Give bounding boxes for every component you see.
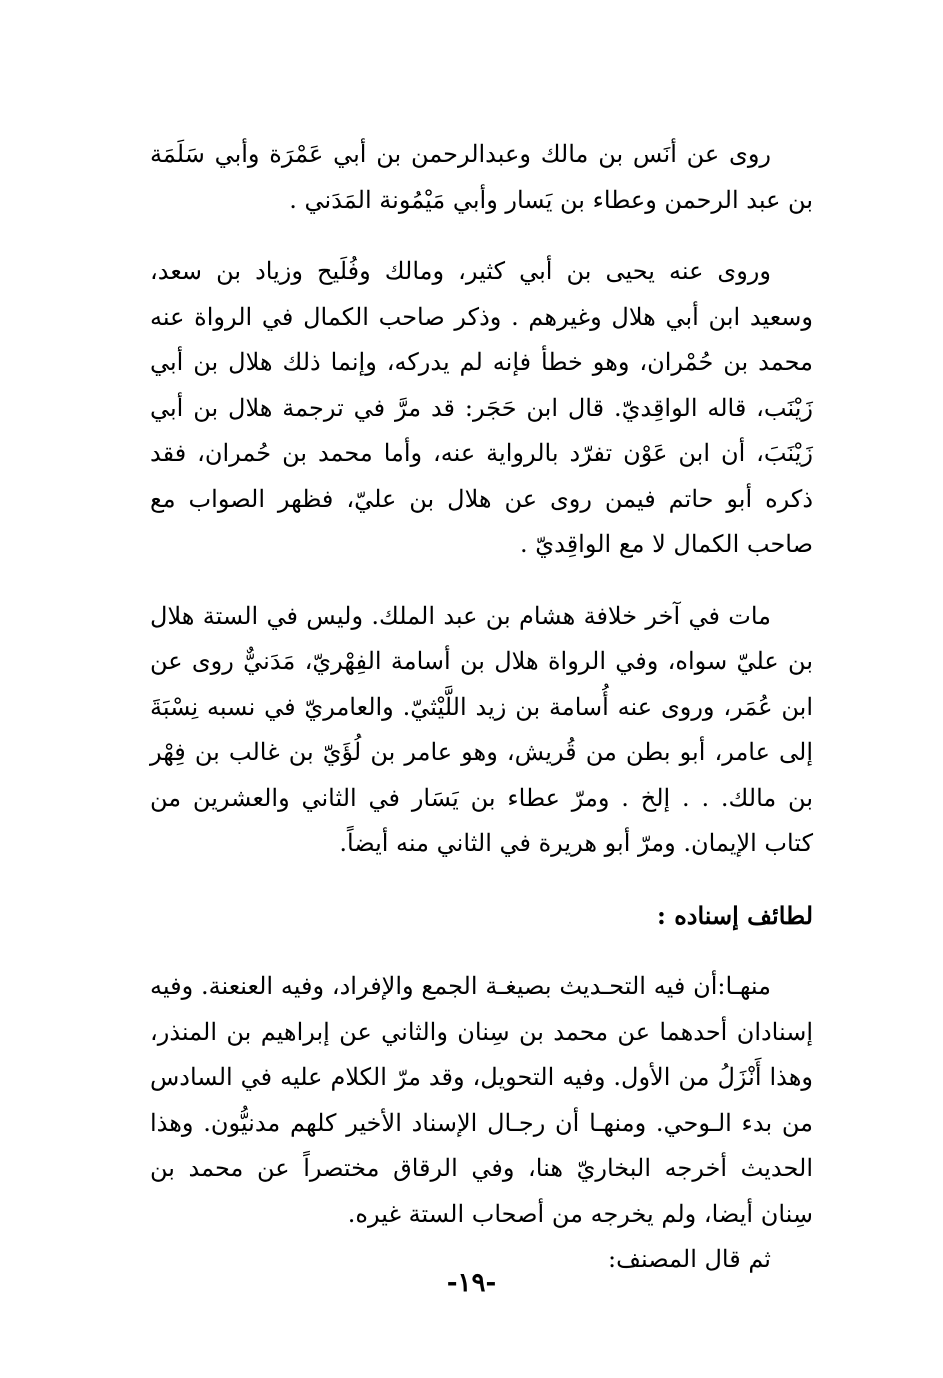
body-text	[150, 132, 813, 1283]
paragraph-gap	[150, 938, 813, 964]
closing-line: ثم قال المصنف:	[608, 1245, 771, 1273]
paragraph-gap	[150, 568, 813, 594]
chain-notes-paragraph: منهـا:أن فيه التحـديث بصيغـة الجمع والإفراد، وفيه العنعنة. وفيه إسنادان أحدهما عن محمد بن سِنان والثاني عن إبراهيم بن المنذر، وهذا أَنْزَلُ من الأول. وفيه التحويل، وقد مرّ الكلام عليه في السادس من بدء الـوحي. ومنهـا أن رجـال الإسناد الأخير كلهم مدنيُّون. وهذا الحديث أخرجه البخاريّ هنا، وفي الرقاق مختصراً عن محمد بن سِنان أيضا، ولم يخرجه من أصحاب الستة غيره.	[150, 972, 813, 1228]
page-number: -١٩-	[446, 1268, 497, 1298]
death-paragraph: مات في آخر خلافة هشام بن عبد الملك. وليس في الستة هلال بن عليّ سواه، وفي الرواة هلال بن أسامة الفِهْريّ، مَدَنيٌّ روى عن ابن عُمَر، وروى عنه أُسامة بن زيد اللَّيْثيّ. والعامريّ في نسبه نِسْبَةَ إلى عامر، أبو بطن من قُريش، وهو عامر بن لُؤَيّ بن غالب بن فِهْر بن مالك. . . إلخ . ومرّ عطاء بن يَسَار في الثاني والعشرين من كتاب الإيمان. ومرّ أبو هريرة في الثاني منه أيضاً.	[150, 601, 813, 857]
section-heading: لطائف إسناده :	[657, 900, 813, 930]
paragraph-gap	[150, 223, 813, 249]
narrators-to-paragraph: وروى عنه يحيى بن أبي كثير، ومالك وفُلَيح وزياد بن سعد، وسعيد ابن أبي هلال وغيرهم . وذكر صاحب الكمال في الرواة عنه محمد بن حُمْران، وهو خطأ فإنه لم يدركه، وإنما ذلك هلال بن أبي زَيْنَب، قاله الواقِديّ. قال ابن حَجَر: قد مرَّ في ترجمة هلال بن أبي زَيْنَبَ، أن ابن عَوْن تفرّد بالرواية عنه، وأما محمد بن حُمران، فقد ذكره أبو حاتم فيمن روى عن هلال بن عليّ، فظهر الصواب مع صاحب الكمال لا مع الواقِديّ .	[150, 257, 813, 558]
paragraph-gap	[150, 867, 813, 893]
narrators-from-paragraph: روى عن أنَس بن مالك وعبدالرحمن بن أبي عَمْرَة وأبي سَلَمَة بن عبد الرحمن وعطاء بن يَسار وأبي مَيْمُونة المَدَني .	[150, 140, 813, 214]
